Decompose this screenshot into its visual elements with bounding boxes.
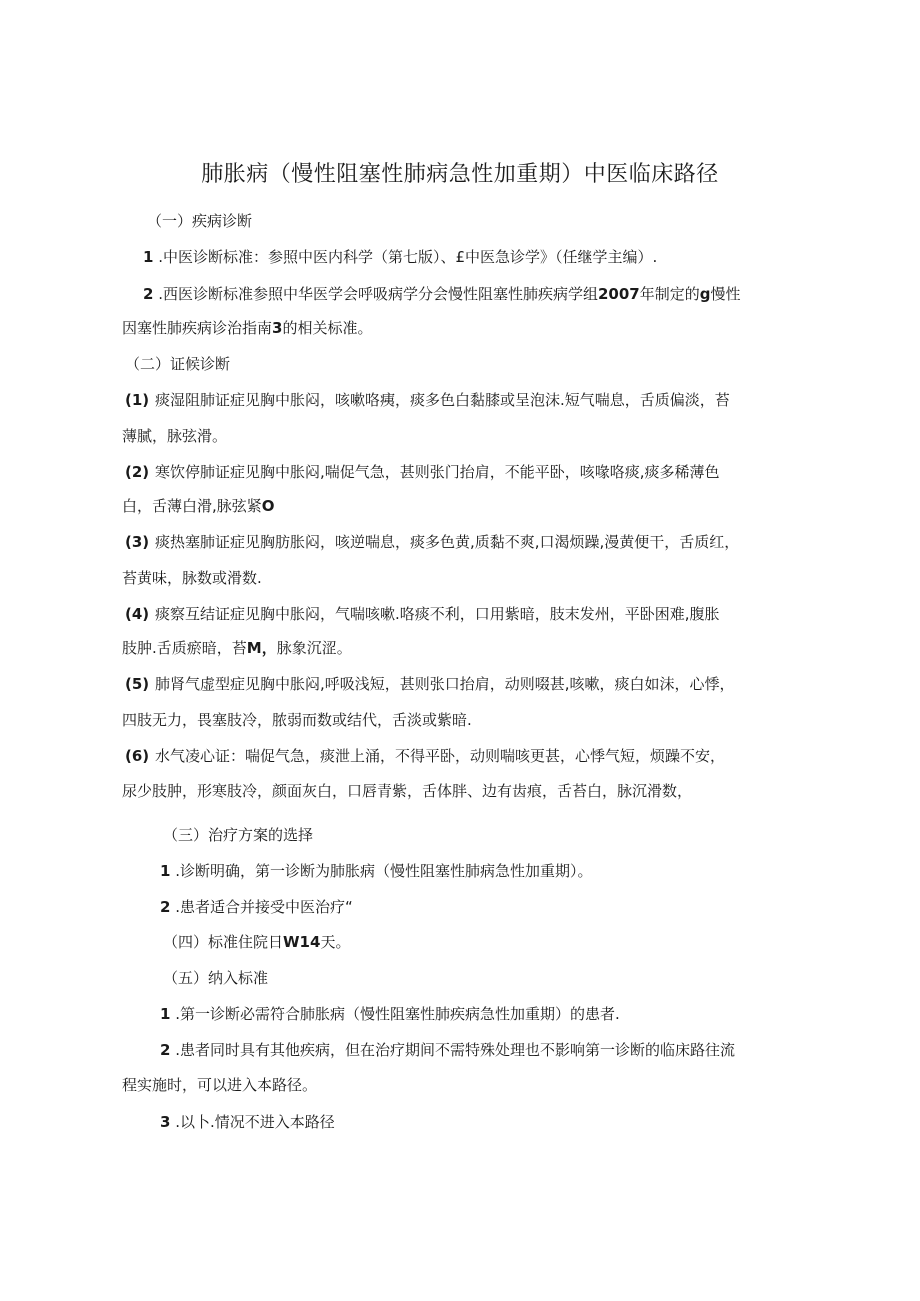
item-text: 尿少肢肿，形寒肢冷，颜面灰白，口唇青紫，舌体胖、边有齿痕，舌苔白，脉沉滑数， — [122, 782, 693, 800]
item-text: 的相关标准。 — [282, 319, 373, 337]
ocr-glyph: M， — [246, 639, 277, 657]
item-text: 薄腻，脉弦滑。 — [122, 427, 228, 445]
year-value: 2007 — [597, 285, 640, 303]
list-item-syndrome-2 — [125, 461, 720, 483]
item-text: 程实施时，可以进入本路径。 — [122, 1076, 318, 1094]
item-number: 2 — [143, 285, 154, 303]
item-text: 脉象沉涩。 — [276, 639, 352, 657]
item-text: .患者适合并接受中医治疗“ — [170, 898, 353, 916]
item-number: 2 — [160, 898, 171, 916]
list-item-syndrome-1-cont — [122, 425, 227, 447]
section-heading-disease-diagnosis — [147, 210, 252, 232]
list-item-inclusion-2 — [160, 1039, 735, 1061]
item-number: 1 — [143, 248, 154, 266]
section-heading-text: （四）标准住院日 — [163, 933, 284, 951]
list-item-treatment-2 — [160, 896, 353, 918]
list-item-syndrome-5-cont — [122, 709, 472, 731]
ref-number: 3 — [272, 319, 283, 337]
section-heading-hospital-stay — [163, 931, 350, 953]
item-text: 肢肿.舌质瘀暗，苔 — [122, 639, 247, 657]
section-heading-text: （五）纳入标准 — [163, 969, 269, 987]
section-heading-inclusion — [163, 967, 268, 989]
item-text: .西医诊断标准参照中华医学会呼吸病学分会慢性阻塞性肺疾病学组 — [153, 285, 598, 303]
list-item-syndrome-3-cont — [122, 567, 262, 589]
section-heading-text: （一）疾病诊断 — [147, 212, 253, 230]
list-item-syndrome-4-cont — [122, 637, 352, 659]
item-number: 1 — [160, 862, 171, 880]
list-item-syndrome-4 — [125, 603, 720, 625]
list-item-syndrome-1 — [125, 389, 730, 411]
item-number: 2 — [160, 1041, 171, 1059]
list-item-syndrome-5 — [125, 673, 735, 695]
item-text: 四肢无力，畏塞肢冷，脓弱而数或结代，舌淡或紫暗. — [122, 711, 472, 729]
item-number: (2) — [125, 463, 150, 481]
page-title: 肺胀病（慢性阻塞性肺病急性加重期）中医临床路径 — [201, 162, 719, 187]
item-text: 水气凌心证：喘促气急，痰泄上涌，不得平卧，动则喘咳更甚，心悸气短，烦躁不安， — [155, 747, 726, 765]
item-number: (4) — [125, 605, 150, 623]
item-text: 慢性 — [710, 285, 741, 303]
item-number: (5) — [125, 675, 150, 693]
list-item-treatment-1 — [160, 860, 592, 882]
stay-days: W14 — [283, 933, 321, 951]
list-item-inclusion-3 — [160, 1111, 335, 1133]
list-item-western-criteria — [143, 283, 741, 305]
item-text: 肺肾气虚型症见胸中胀闷,呼吸浅短，甚则张口抬肩，动则啜甚,咳嗽，痰白如沫，心悸， — [155, 675, 735, 693]
item-text: 痰热塞肺证症见胸肪胀闷，咳逆喘息，痰多色黄,质黏不爽,口渴烦躁,漫黄便干，舌质红， — [155, 533, 740, 551]
list-item-western-criteria-cont — [122, 317, 372, 339]
item-number: 1 — [160, 1005, 171, 1023]
item-text: 年制定的 — [639, 285, 700, 303]
item-text: 痰湿阻肺证症见胸中胀闷，咳嗽咯痍，痰多色白黏膝或呈泡沫.短气喘息，舌质偏淡，苔 — [155, 391, 730, 409]
item-number: (1) — [125, 391, 150, 409]
item-text: 寒饮停肺证症见胸中胀闷,喘促气急，甚则张门抬肩，不能平卧，咳喙咯痰,痰多稀薄色 — [155, 463, 720, 481]
section-heading-text: （三）治疗方案的选择 — [163, 826, 314, 844]
list-item-syndrome-3 — [125, 531, 739, 553]
item-text: 苔黄味，脉数或滑数. — [122, 569, 262, 587]
item-number: 3 — [160, 1113, 171, 1131]
item-text: .中医诊断标准：参照中医内科学（第七版）、£中医急诊学》（任继学主编）. — [153, 248, 658, 266]
list-item-syndrome-2-cont — [122, 495, 275, 517]
list-item-syndrome-6 — [125, 745, 725, 767]
item-text: .以卜.情况不进入本路径 — [170, 1113, 335, 1131]
item-number: (6) — [125, 747, 150, 765]
list-item-inclusion-1 — [160, 1003, 620, 1025]
item-text: 白，舌薄白滑,脉弦紧 — [122, 497, 262, 515]
ocr-glyph: g — [699, 285, 711, 303]
item-text: 痰察互结证症见胸中胀闷，气喘咳嗽.咯痰不利，口用紫暗，肢末发州，平卧困难,腹胀 — [155, 605, 720, 623]
item-number: (3) — [125, 533, 150, 551]
list-item-syndrome-6-cont — [122, 780, 692, 802]
section-heading-treatment — [163, 824, 313, 846]
list-item-inclusion-2-cont — [122, 1074, 317, 1096]
item-text: .患者同时具有其他疾病，但在治疗期间不需特殊处理也不影响第一诊断的临床路往流 — [170, 1041, 735, 1059]
item-text: 因塞性肺疾病诊治指南 — [122, 319, 273, 337]
list-item-tcm-criteria — [143, 246, 657, 268]
item-text: .诊断明确，第一诊断为肺胀病（慢性阻塞性肺病急性加重期）。 — [170, 862, 593, 880]
section-heading-text: （二）证候诊断 — [125, 355, 231, 373]
section-heading-syndrome-diagnosis — [125, 353, 230, 375]
section-heading-text: 天。 — [320, 933, 351, 951]
item-text: .第一诊断必需符合肺胀病（慢性阻塞性肺疾病急性加重期）的患者. — [170, 1005, 620, 1023]
ocr-glyph: O — [261, 497, 275, 515]
